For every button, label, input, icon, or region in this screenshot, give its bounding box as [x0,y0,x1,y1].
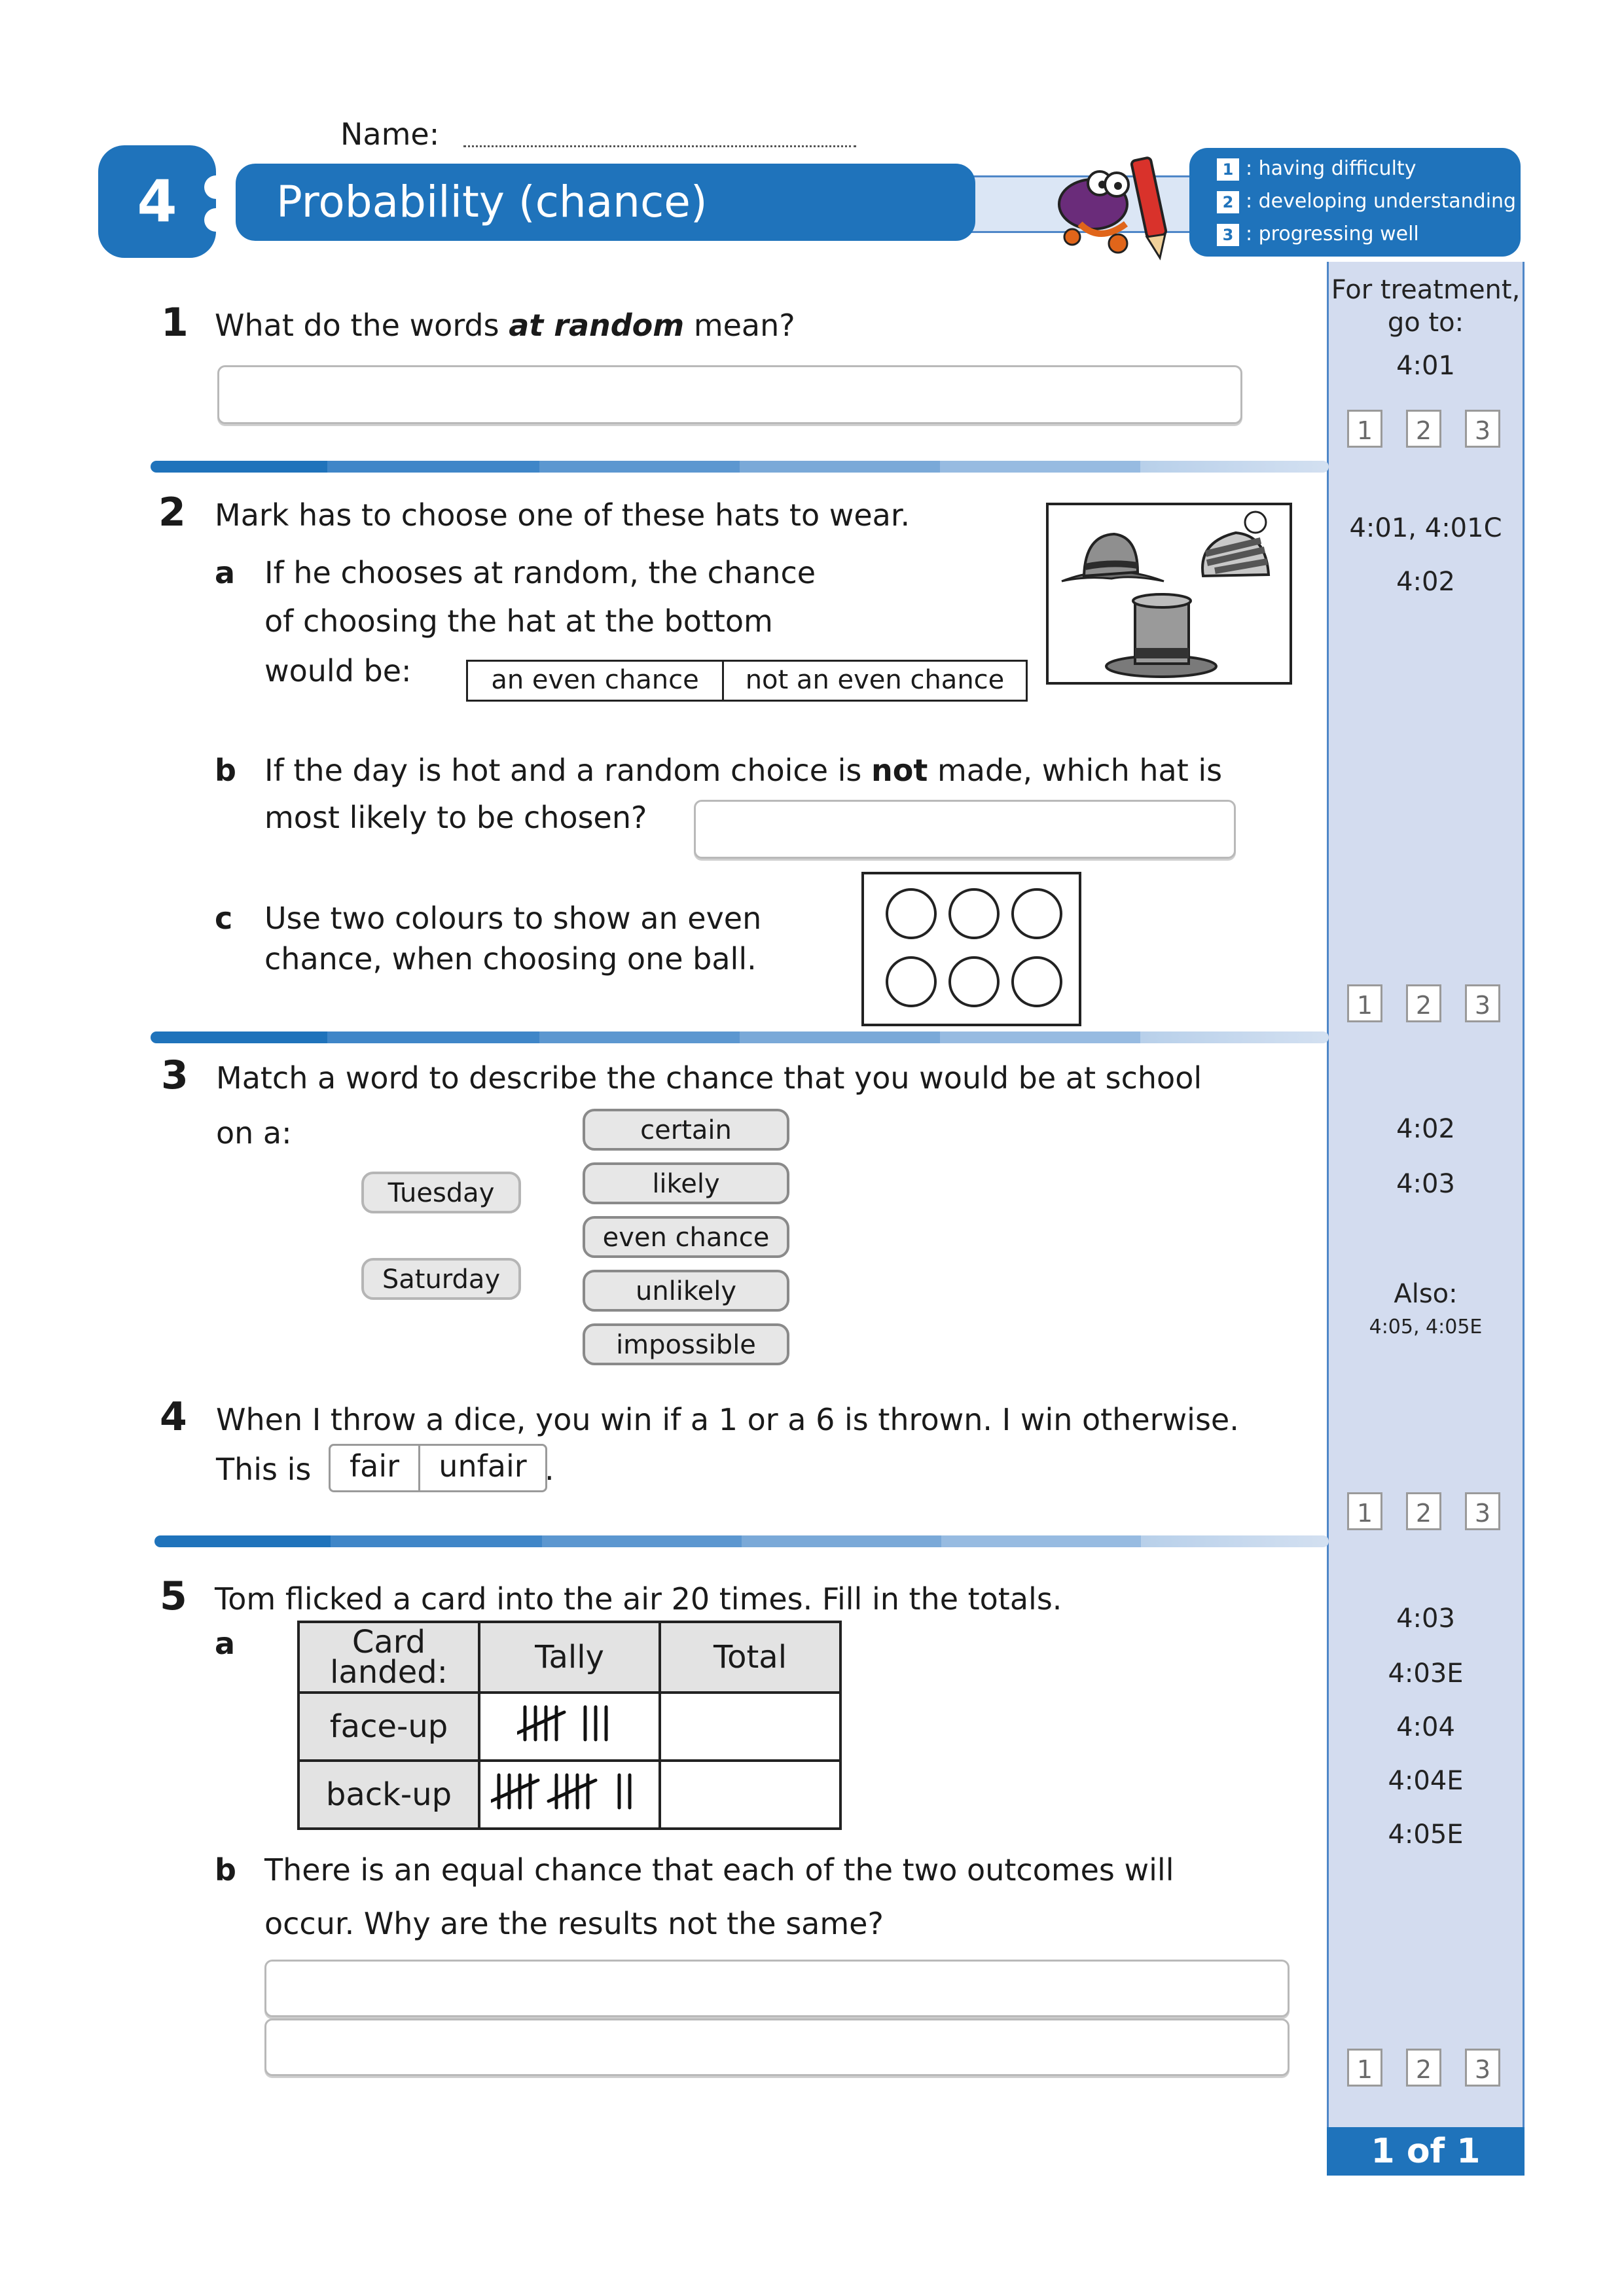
tally-back-up [479,1761,660,1829]
legend-row-3 [1217,221,1419,247]
q2a-label: a [215,555,236,590]
word-certain[interactable]: certain [583,1109,789,1151]
ball-3[interactable] [1013,889,1061,938]
q5b-line-1: There is an equal chance that each of the two outcomes will [264,1852,1174,1888]
question-5-intro: Tom flicked a card into the air 20 times. Fill in the totals. [215,1581,1062,1617]
score-box-1[interactable]: 1 [1347,984,1382,1022]
legend-number: 2 [1217,191,1239,213]
score-boxes-q5[interactable] [1347,2049,1504,2089]
score-box-3[interactable]: 3 [1465,984,1500,1022]
treatment-sidebar [1327,262,1525,2176]
also-label: Also: [1394,1279,1458,1309]
score-box-1[interactable]: 1 [1347,410,1382,448]
question-number-4: 4 [160,1394,187,1440]
question-number-2: 2 [158,490,186,535]
question-3-line-2: on a: [216,1115,292,1151]
q4-end-punctuation: . [545,1452,554,1487]
question-1-text [215,308,795,343]
ref-q2-2: 4:02 [1396,567,1455,597]
ball-4[interactable] [887,958,935,1006]
tally-face-up [479,1693,660,1761]
ref-q3-1: 4:02 [1396,1114,1455,1144]
ref-q1: 4:01 [1396,351,1455,381]
q2b-answer-box[interactable] [694,800,1236,859]
mascot-pencil-icon [1041,145,1178,263]
q2c-label: c [215,901,233,936]
q2b-label: b [215,753,236,788]
legend-number: 3 [1217,224,1239,246]
section-divider [151,461,1329,473]
score-boxes-q1[interactable] [1347,410,1504,450]
ball-5[interactable] [950,958,998,1006]
row-label-face-up: face-up [298,1693,479,1761]
total-back-up[interactable] [660,1761,840,1829]
score-box-2[interactable]: 2 [1406,984,1441,1022]
score-boxes-q2[interactable] [1347,984,1504,1025]
question-number-5: 5 [160,1573,187,1619]
ball-2[interactable] [950,889,998,938]
q4-options [329,1444,547,1492]
q5b-answer-box-1[interactable] [264,1960,1290,2017]
score-box-2[interactable]: 2 [1406,2049,1441,2087]
q2a-line-1: If he chooses at random, the chance [264,555,816,590]
ref-q5-5: 4:05E [1388,1820,1464,1850]
name-field[interactable] [463,145,856,147]
score-box-1[interactable]: 1 [1347,2049,1382,2087]
header-notch [204,208,228,232]
difficulty-legend [1189,148,1521,257]
tally-marks-face-up [517,1702,622,1744]
score-box-1[interactable]: 1 [1347,1492,1382,1530]
ref-q5-4: 4:04E [1388,1766,1464,1796]
q2b-text-part: If the day is hot and a random choice is [264,753,872,788]
q2a-options [466,660,1028,702]
q1-text-part: mean? [684,308,795,343]
question-2-intro: Mark has to choose one of these hats to wear. [215,497,911,533]
also-refs: 4:05, 4:05E [1369,1316,1483,1338]
balls-box [861,872,1081,1026]
question-4-line-1: When I throw a dice, you win if a 1 or a 6 is thrown. I win otherwise. [216,1402,1239,1437]
tally-table-wrap [297,1621,842,1830]
legend-text: : developing understanding [1246,190,1517,213]
question-number-3: 3 [161,1052,189,1098]
q2a-line-2: of choosing the hat at the bottom [264,603,773,639]
q1-answer-box[interactable] [217,365,1242,424]
q2b-text-part: made, which hat is [928,753,1223,788]
header-total: Total [660,1622,840,1693]
q2b-emphasis: not [871,753,928,788]
page-title: Probability (chance) assessment [236,164,975,241]
q2a-line-3: would be: [264,653,412,689]
ref-q2-1: 4:01, 4:01C [1349,513,1502,543]
question-3-line-1: Match a word to describe the chance that you would be at school [216,1060,1202,1096]
q2b-line-2: most likely to be chosen? [264,800,647,835]
section-divider [154,1535,1329,1547]
day-tuesday[interactable]: Tuesday [361,1172,521,1213]
score-box-2[interactable]: 2 [1406,410,1441,448]
tally-table [297,1621,842,1830]
section-divider [151,1031,1329,1043]
score-boxes-q3-q4[interactable] [1347,1492,1504,1533]
q5a-label: a [215,1626,236,1661]
hats-illustration [1046,503,1292,685]
ref-q5-3: 4:04 [1396,1712,1455,1742]
legend-row-2 [1217,188,1516,215]
option-even-chance[interactable]: an even chance [468,662,724,700]
header-tally: Tally [479,1622,660,1693]
score-box-3[interactable]: 3 [1465,2049,1500,2087]
q1-text-part: What do the words [215,308,509,343]
question-4-line-2: This is [216,1452,312,1487]
score-box-2[interactable]: 2 [1406,1492,1441,1530]
legend-text: : having difficulty [1246,157,1416,180]
score-box-3[interactable]: 3 [1465,1492,1500,1530]
unit-number: 4 [98,145,216,258]
day-saturday[interactable]: Saturday [361,1258,521,1300]
q2b-line-1 [264,753,1222,788]
word-impossible[interactable]: impossible [583,1323,789,1365]
option-not-even-chance[interactable]: not an even chance [745,665,1005,695]
treatment-label: For treatment, go to: [1331,275,1521,338]
score-box-3[interactable]: 3 [1465,410,1500,448]
q5b-answer-box-2[interactable] [264,2018,1290,2076]
word-unlikely[interactable]: unlikely [583,1270,789,1312]
q2c-line-1: Use two colours to show an even [264,901,762,936]
page-counter: 1 of 1 [1327,2127,1525,2176]
q2c-line-2: chance, when choosing one ball. [264,941,757,977]
word-even-chance[interactable]: even chance [583,1216,789,1258]
option-fair[interactable]: fair [331,1446,420,1490]
header-card-landed: Card landed: [298,1622,479,1693]
header-notch [204,175,228,199]
q5b-line-2: occur. Why are the results not the same? [264,1906,884,1941]
ball-6[interactable] [1013,958,1061,1006]
question-number-1: 1 [161,300,189,346]
legend-number: 1 [1217,158,1239,181]
legend-row-1 [1217,156,1416,182]
q1-emphasis: at random [509,308,685,343]
tally-marks-back-up [491,1770,648,1812]
total-face-up[interactable] [660,1693,840,1761]
ball-1[interactable] [887,889,935,938]
name-label: Name: [340,117,440,152]
ref-q5-1: 4:03 [1396,1604,1455,1634]
legend-text: : progressing well [1246,223,1419,245]
option-unfair[interactable]: unfair [439,1448,527,1484]
ref-q5-2: 4:03E [1388,1659,1464,1689]
row-label-back-up: back-up [298,1761,479,1829]
ref-q3-2: 4:03 [1396,1169,1455,1199]
q5b-label: b [215,1852,236,1888]
word-likely[interactable]: likely [583,1162,789,1204]
